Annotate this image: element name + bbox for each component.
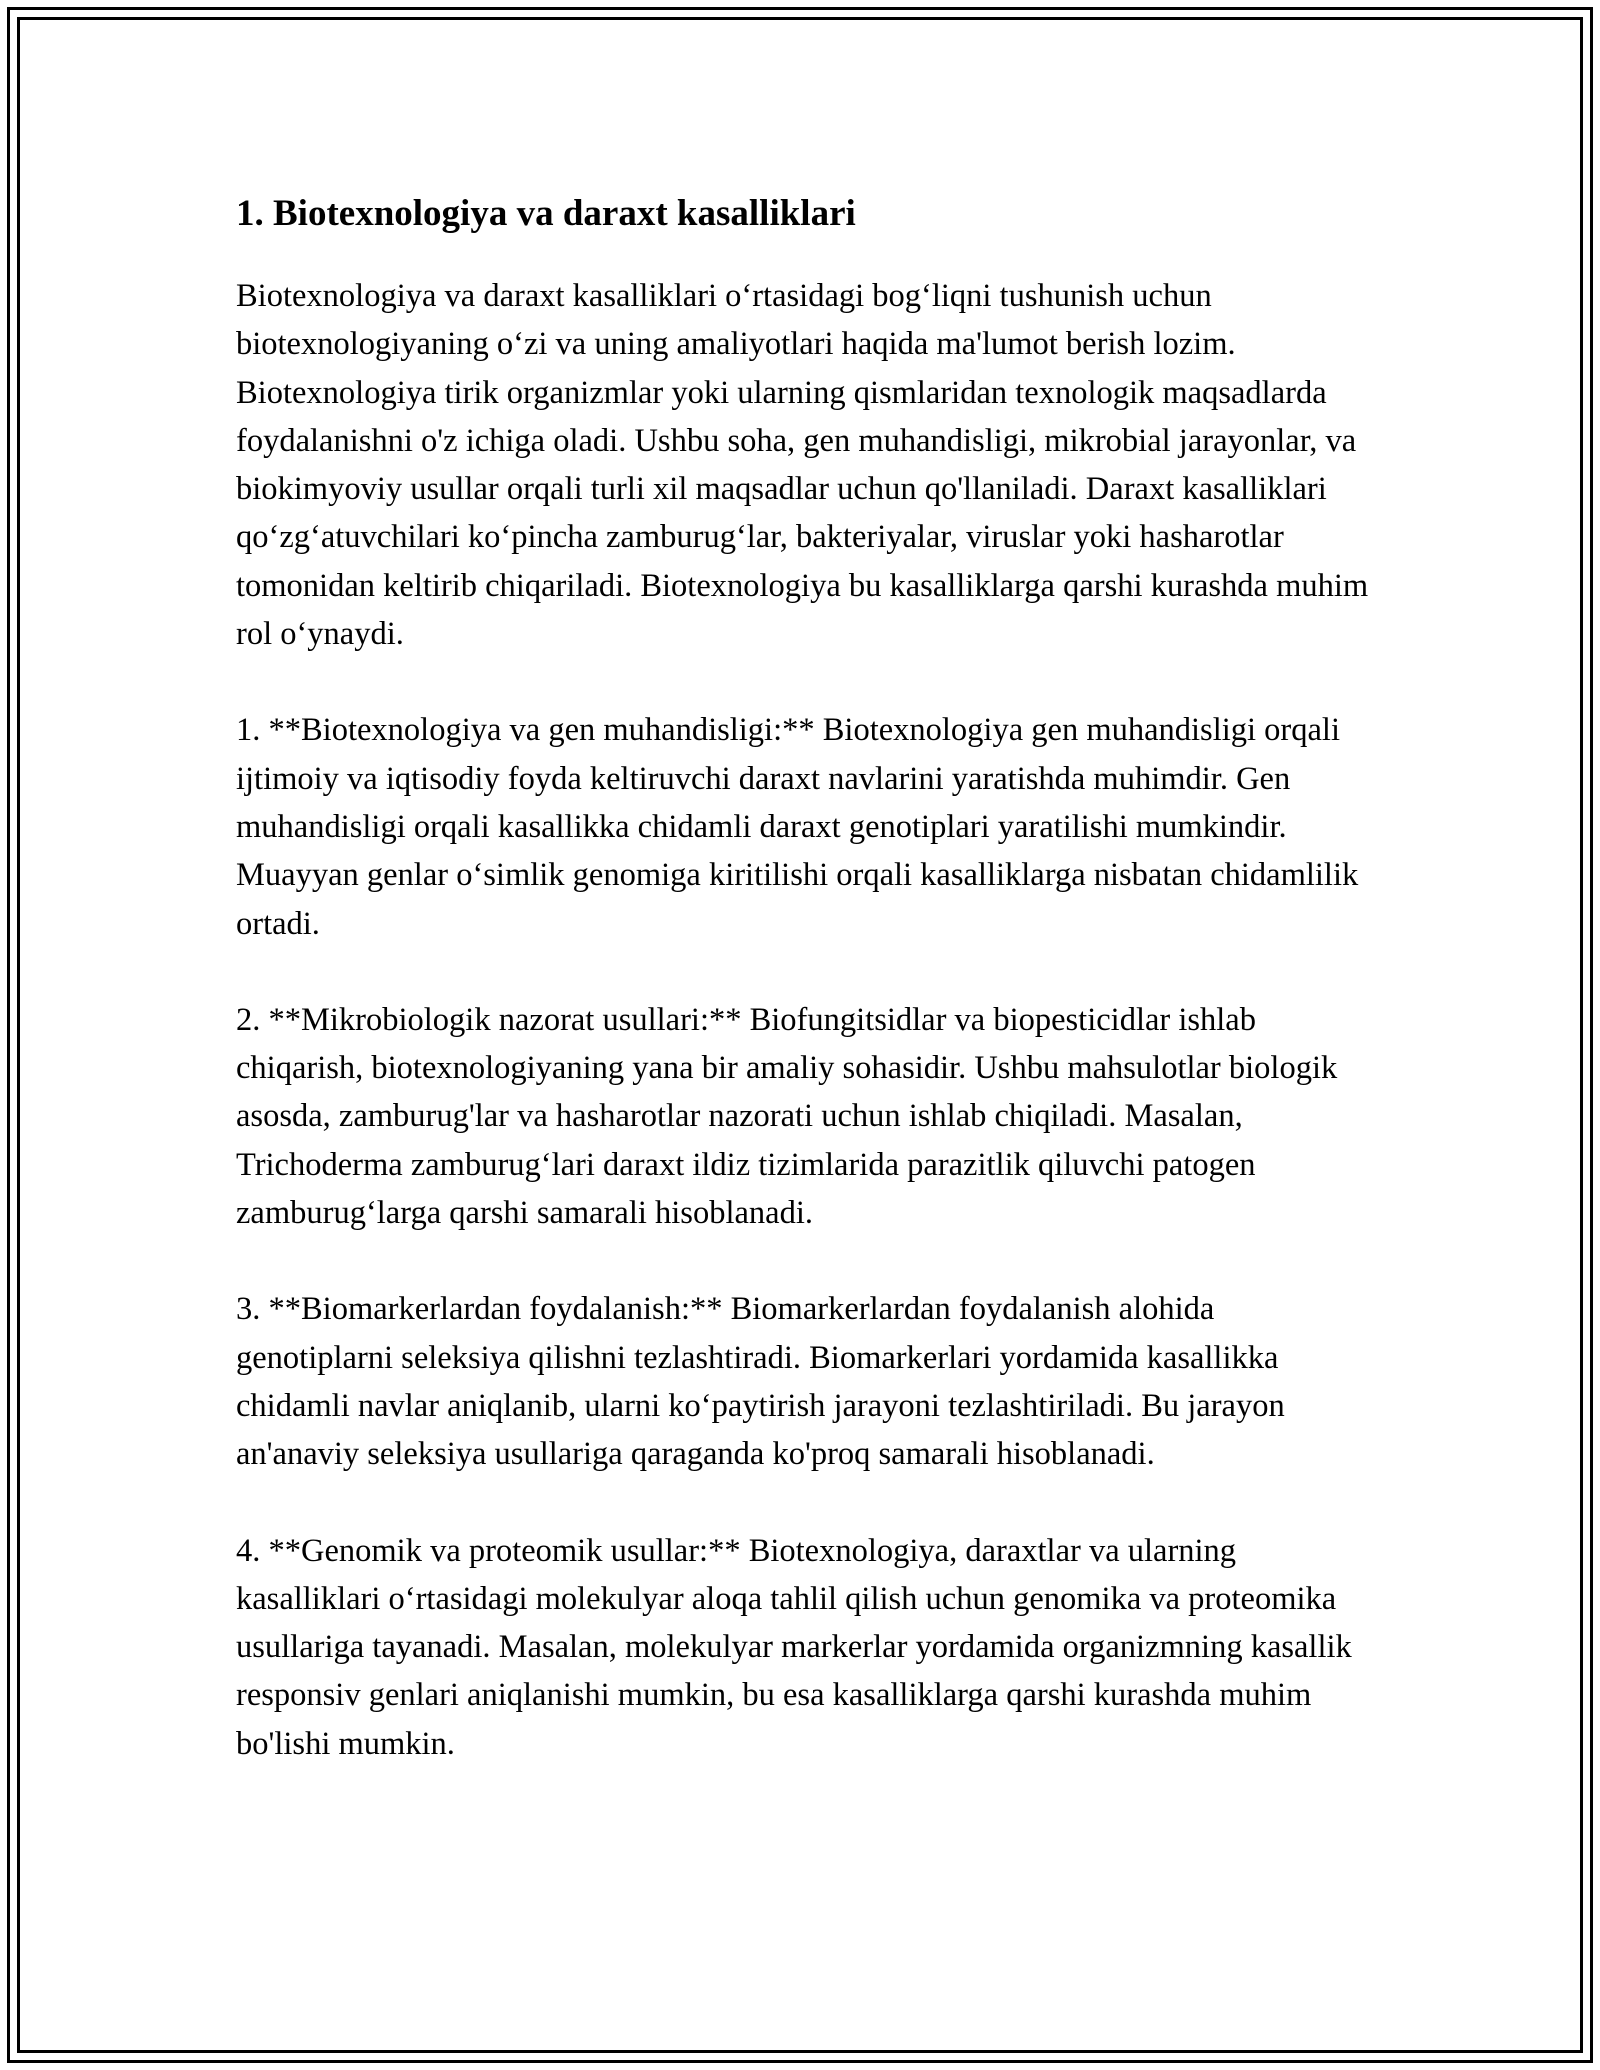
section-heading: 1. Biotexnologiya va daraxt kasalliklari (236, 193, 856, 234)
paragraph-gene-engineering: 1. **Biotexnologiya va gen muhandisligi:** Biotexnologiya gen muhandisligi orqali ijtimoiy va iqtisodiy foyda keltiruvchi daraxt navlarini yaratishda muhimdir. Gen muhandisligi orqali kasallikka chidamli daraxt genotiplari yaratilishi mumkindir. Muayyan genlar oʻsimlik genomiga kiritilishi orqali kasalliklarga nisbatan chidamlilik ortadi. (236, 712, 1359, 942)
paragraph-microbiological-control: 2. **Mikrobiologik nazorat usullari:** Biofungitsidlar va biopesticidlar ishlab chiqarish, biotexnologiyaning yana bir amaliy sohasidir. Ushbu mahsulotlar biologik asosda, zamburug'lar va hasharotlar nazorati uchun ishlab chiqiladi. Masalan, Trichoderma zamburugʻlari daraxt ildiz tizimlarida parazitlik qiluvchi patogen zamburugʻlarga qarshi samarali hisoblanadi. (236, 1001, 1338, 1232)
paragraph-intro: Biotexnologiya va daraxt kasalliklari oʻrtasidagi bogʻliqni tushunish uchun biotexnologiyaning oʻzi va uning amaliyotlari haqida ma'lumot berish lozim. Biotexnologiya tirik organizmlar yoki ularning qismlaridan texnologik maqsadlarda foydalanishni o'z ichiga oladi. Ushbu soha, gen muhandisligi, mikrobial jarayonlar, va biokimyoviy usullar orqali turli xil maqsadlar uchun qo'llaniladi. Daraxt kasalliklari qoʻzgʻatuvchilari koʻpincha zamburugʻlar, bakteriyalar, viruslar yoki hasharotlar tomonidan keltirib chiqariladi. Biotexnologiya bu kasalliklarga qarshi kurashda muhim rol oʻynaydi. (236, 278, 1369, 653)
document-body (236, 190, 1376, 1816)
paragraph-genomic-proteomic: 4. **Genomik va proteomik usullar:** Biotexnologiya, daraxtlar va ularning kasalliklari oʻrtasidagi molekulyar aloqa tahlil qilish uchun genomika va proteomika usullariga tayanadi. Masalan, molekulyar markerlar yordamida organizmning kasallik responsiv genlari aniqlanishi mumkin, bu esa kasalliklarga qarshi kurashda muhim bo'lishi mumkin. (236, 1532, 1352, 1762)
paragraph-biomarkers: 3. **Biomarkerlardan foydalanish:** Biomarkerlardan foydalanish alohida genotiplarni seleksiya qilishni tezlashtiradi. Biomarkerlari yordamida kasallikka chidamli navlar aniqlanib, ularni koʻpaytirish jarayoni tezlashtiriladi. Bu jarayon an'anaviy seleksiya usullariga qaraganda ko'proq samarali hisoblanadi. (236, 1291, 1285, 1473)
